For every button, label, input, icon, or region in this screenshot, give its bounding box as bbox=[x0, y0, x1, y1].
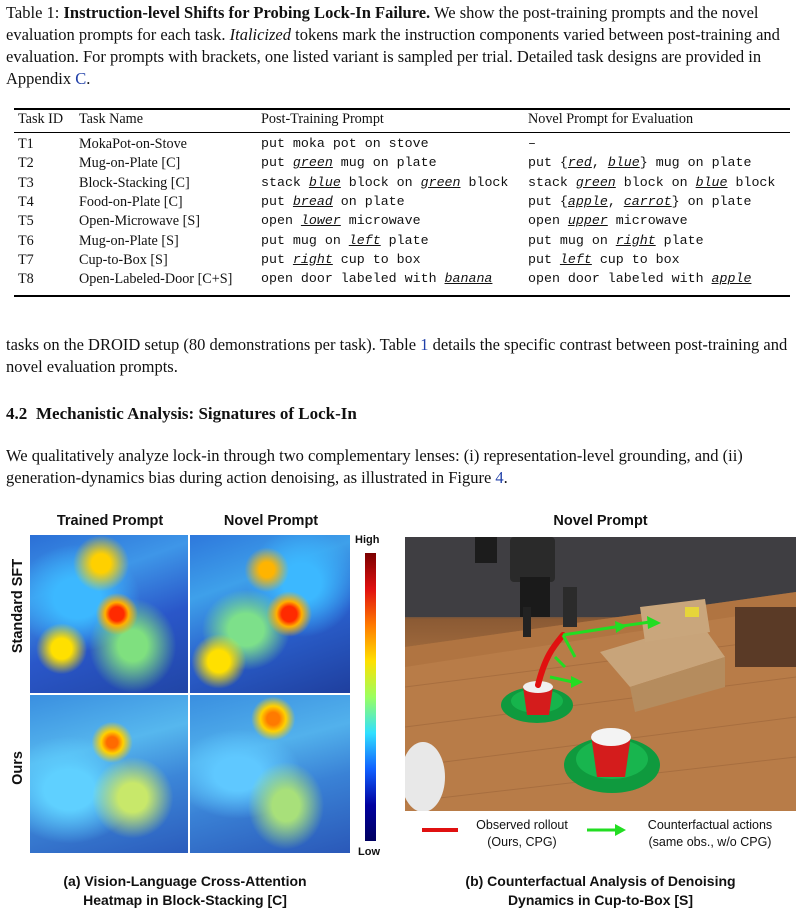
robot-scene-photo bbox=[405, 537, 796, 811]
task-id-cell: T2 bbox=[18, 155, 34, 172]
header-task-name: Task Name bbox=[79, 111, 144, 127]
col-label-trained: Trained Prompt bbox=[56, 513, 164, 529]
heatmap-ours-trained bbox=[30, 695, 188, 853]
post-training-prompt-cell: stack blue block on green block bbox=[261, 174, 509, 190]
legend-observed: Observed rollout (Ours, CPG) bbox=[476, 818, 568, 849]
novel-prompt-cell: stack green block on blue block bbox=[528, 174, 776, 190]
task-name-cell: Open-Microwave [S] bbox=[79, 213, 200, 230]
paragraph-droid: tasks on the DROID setup (80 demonstrations per task). Table 1 details the specific contrast between post-training and novel evaluation prompts. bbox=[6, 335, 788, 376]
novel-prompt-cell: put {red, blue} mug on plate bbox=[528, 155, 752, 171]
task-id-cell: T3 bbox=[18, 174, 34, 191]
scene-illustration bbox=[405, 537, 796, 811]
novel-prompt-cell: open upper microwave bbox=[528, 213, 688, 229]
col-label-novel: Novel Prompt bbox=[223, 513, 319, 529]
table-top-rule bbox=[14, 108, 790, 110]
header-post-training: Post-Training Prompt bbox=[261, 111, 384, 127]
novel-prompt-cell: put {apple, carrot} on plate bbox=[528, 193, 752, 209]
heatmap-sft-trained bbox=[30, 535, 188, 693]
task-id-cell: T8 bbox=[18, 271, 34, 288]
section-title: Mechanistic Analysis: Signatures of Lock-In bbox=[36, 404, 357, 423]
colorbar bbox=[365, 553, 376, 841]
post-training-prompt-cell: put green mug on plate bbox=[261, 155, 437, 171]
header-novel: Novel Prompt for Evaluation bbox=[528, 111, 694, 127]
figure-ref-link[interactable]: 4 bbox=[495, 468, 504, 487]
post-training-prompt-cell: put bread on plate bbox=[261, 193, 405, 209]
post-training-prompt-cell: put moka pot on stove bbox=[261, 136, 429, 151]
subcaption-a: (a) Vision-Language Cross-Attention Heatmap in Block-Stacking [C] bbox=[63, 873, 307, 908]
task-id-cell: T6 bbox=[18, 232, 34, 249]
novel-prompt-cell: open door labeled with apple bbox=[528, 271, 752, 287]
observed-rollout-legend-line bbox=[420, 823, 460, 837]
task-name-cell: MokaPot-on-Stove bbox=[79, 136, 187, 152]
post-training-prompt-cell: put right cup to box bbox=[261, 251, 421, 267]
post-training-prompt-cell: open door labeled with banana bbox=[261, 271, 493, 287]
section-number: 4.2 bbox=[6, 404, 28, 423]
caption-text-1: We show the post-training prompts and the novel evaluation prompts for each task. bbox=[6, 3, 759, 44]
prompt-table bbox=[14, 108, 790, 300]
header-task-id: Task ID bbox=[18, 111, 64, 127]
caption-label: Table 1: bbox=[6, 3, 60, 22]
section-heading bbox=[6, 404, 357, 424]
appendix-link[interactable]: C bbox=[75, 69, 87, 88]
task-name-cell: Block-Stacking [C] bbox=[79, 174, 190, 191]
legend-counterfactual: Counterfactual actions (same obs., w/o CPG) bbox=[647, 818, 773, 849]
task-id-cell: T7 bbox=[18, 251, 34, 268]
row-label-ours: Ours bbox=[10, 751, 26, 785]
task-id-cell: T1 bbox=[18, 136, 34, 152]
heatmap-sft-novel bbox=[190, 535, 350, 693]
heatmap-ours-novel bbox=[190, 695, 350, 853]
row-label-sft: Standard SFT bbox=[10, 558, 26, 654]
task-name-cell: Food-on-Plate [C] bbox=[79, 193, 183, 210]
colorbar-low-label: Low bbox=[358, 846, 380, 858]
caption-italic-word: Italicized bbox=[229, 25, 292, 44]
paragraph-mechanistic: We qualitatively analyze lock-in through two complementary lenses: (i) representation-level grounding, and (ii) generation-dynamics bias during action denoising, as illustrated in Figure 4. bbox=[6, 446, 743, 487]
task-name-cell: Mug-on-Plate [C] bbox=[79, 155, 181, 172]
subcaption-b: (b) Counterfactual Analysis of Denoising Dynamics in Cup-to-Box [S] bbox=[465, 873, 736, 908]
novel-prompt-cell: put left cup to box bbox=[528, 251, 680, 267]
post-training-prompt-cell: put mug on left plate bbox=[261, 232, 429, 248]
colorbar-high-label: High bbox=[355, 534, 380, 546]
caption-text-2: tokens mark the instruction components varied between post-training and evaluation. For prompts with brackets, one listed variant is sampled per trial. Detailed task designs are provided in Appendix bbox=[6, 25, 780, 88]
task-name-cell: Mug-on-Plate [S] bbox=[79, 232, 179, 249]
table-mid-rule bbox=[14, 132, 790, 133]
novel-prompt-cell: put mug on right plate bbox=[528, 232, 704, 248]
table-caption: Table 1: Instruction-level Shifts for Probing Lock-In Failure. We show the post-training prompts and the novel evaluation prompts for each task. Italicized tokens mark the instruction components varied between post-training and evaluation. For prompts with brackets, one listed variant is sampled per trial. Detailed task designs are provided in Appendix C. bbox=[6, 3, 780, 88]
table-bottom-rule bbox=[14, 295, 790, 297]
task-id-cell: T4 bbox=[18, 193, 34, 210]
right-panel-title: Novel Prompt bbox=[553, 513, 648, 529]
task-name-cell: Open-Labeled-Door [C+S] bbox=[79, 271, 233, 288]
caption-title: Instruction-level Shifts for Probing Lock-In Failure. bbox=[63, 3, 431, 22]
post-training-prompt-cell: open lower microwave bbox=[261, 213, 421, 229]
task-id-cell: T5 bbox=[18, 213, 34, 230]
novel-prompt-cell: – bbox=[528, 136, 536, 151]
counterfactual-arrow-icon bbox=[585, 822, 627, 838]
task-name-cell: Cup-to-Box [S] bbox=[79, 251, 168, 268]
table-ref-link[interactable]: 1 bbox=[420, 335, 429, 354]
